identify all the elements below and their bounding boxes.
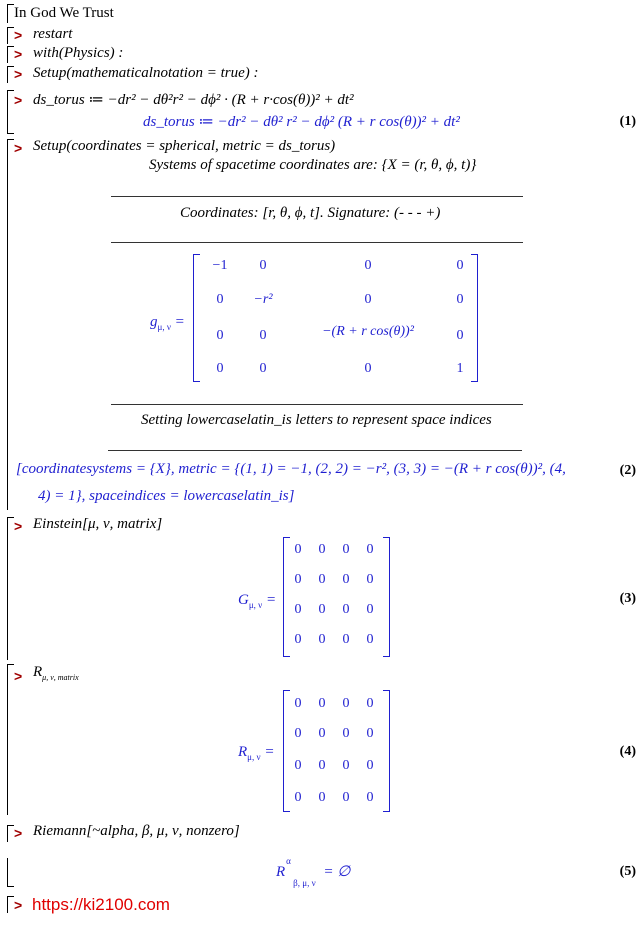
matrix-cell: 0	[294, 602, 302, 617]
title-text: In God We Trust	[14, 5, 114, 21]
input-with-physics[interactable]: with(Physics) :	[33, 45, 124, 61]
matrix-cell: 0	[294, 696, 302, 711]
prompt-icon: >	[14, 140, 23, 156]
equation-label: (3)	[619, 591, 636, 606]
matrix-cell: 0	[318, 790, 326, 805]
matrix-cell: 0	[366, 726, 374, 741]
input-riemann[interactable]: Riemann[~alpha, β, μ, ν, nonzero]	[33, 823, 240, 839]
matrix-cell: 0	[259, 361, 267, 376]
matrix-cell: 0	[318, 758, 326, 773]
divider	[111, 196, 523, 197]
divider	[111, 242, 523, 243]
matrix-cell: 0	[364, 361, 372, 376]
matrix-cell: −(R + r cos(θ))²	[322, 324, 414, 339]
matrix-cell: 0	[342, 696, 350, 711]
matrix-cell: 0	[318, 632, 326, 647]
matrix-cell: 0	[294, 572, 302, 587]
matrix-cell: 0	[294, 790, 302, 805]
matrix-cell: 0	[342, 726, 350, 741]
matrix-cell: 0	[456, 258, 464, 273]
matrix-cell: 0	[342, 632, 350, 647]
input-ricci[interactable]: $R_{\mu, \nu, matrix}$	[33, 664, 79, 682]
exec-group-bracket[interactable]	[7, 664, 14, 815]
matrix-cell: 1	[456, 361, 464, 376]
divider	[108, 450, 522, 451]
matrix-cell: 0	[366, 542, 374, 557]
exec-group-bracket[interactable]	[7, 517, 14, 660]
matrix-cell: 0	[216, 361, 224, 376]
output-setup-list-line2: 4) = 1}, spaceindices = lowercaselatin_is]	[38, 488, 295, 504]
input-setup-coordinates[interactable]: Setup(coordinates = spherical, metric = ds_torus)	[33, 138, 336, 154]
matrix-cell: 0	[318, 726, 326, 741]
prompt-icon: >	[14, 825, 23, 841]
matrix-cell: 0	[318, 602, 326, 617]
equation-label: (5)	[619, 864, 636, 879]
matrix-cell: 0	[259, 258, 267, 273]
matrix-cell: 0	[318, 696, 326, 711]
watermark-link[interactable]: https://ki2100.com	[32, 895, 170, 914]
ricci-label: $R_{\mu, \nu}$ =	[238, 744, 275, 762]
output-coordinates-signature: Coordinates: [r, θ, ϕ, t]. Signature: (- - - +)	[180, 205, 441, 221]
matrix-cell: 0	[342, 602, 350, 617]
matrix-cell: 0	[259, 328, 267, 343]
matrix-cell: 0	[342, 790, 350, 805]
matrix-cell: 0	[366, 572, 374, 587]
matrix-cell: 0	[366, 632, 374, 647]
output-ds-torus: ds_torus ≔ −dr² − dθ² r² − dϕ² (R + r cos(θ))² + dt²	[143, 114, 460, 130]
matrix-cell: 0	[318, 542, 326, 557]
matrix-cell: 0	[294, 758, 302, 773]
matrix-cell: 0	[216, 292, 224, 307]
exec-group-bracket[interactable]	[7, 825, 14, 842]
matrix-cell: 0	[294, 542, 302, 557]
matrix-cell: 0	[366, 602, 374, 617]
input-restart[interactable]: restart	[33, 26, 73, 42]
riemann-output: R α $_{\beta, \mu, \nu}$ = ∅	[276, 856, 351, 888]
prompt-icon: >	[14, 668, 23, 684]
exec-group-bracket[interactable]	[7, 90, 14, 134]
prompt-icon: >	[14, 66, 23, 82]
exec-group-bracket[interactable]	[7, 139, 14, 510]
matrix-cell: 0	[294, 726, 302, 741]
prompt-icon: >	[14, 518, 23, 534]
equation-label: (2)	[619, 463, 636, 478]
input-setup-notation[interactable]: Setup(mathematicalnotation = true) :	[33, 65, 259, 81]
output-setting-indices: Setting lowercaselatin_is letters to represent space indices	[141, 412, 492, 428]
matrix-cell: 0	[342, 758, 350, 773]
matrix-cell: 0	[294, 632, 302, 647]
metric-label: $g_{\mu, \nu}$ =	[150, 314, 185, 332]
input-einstein[interactable]: Einstein[μ, ν, matrix]	[33, 516, 163, 532]
section-bracket	[7, 4, 14, 23]
prompt-icon: >	[14, 92, 23, 108]
exec-group-bracket[interactable]	[7, 896, 14, 913]
prompt-icon: >	[14, 897, 23, 913]
prompt-icon: >	[14, 27, 23, 43]
matrix-cell: 0	[366, 696, 374, 711]
matrix-cell: −r²	[253, 292, 273, 307]
matrix-cell: 0	[364, 258, 372, 273]
input-ds-torus[interactable]: ds_torus ≔ −dr² − dθ²r² − dϕ² · (R + r·cos(θ))² + dt²	[33, 92, 354, 108]
output-setup-list-line1: [coordinatesystems = {X}, metric = {(1, 1) = −1, (2, 2) = −r², (3, 3) = −(R + r cos(θ))², (4,	[16, 461, 566, 477]
equation-label: (1)	[619, 114, 636, 129]
output-bracket	[7, 858, 14, 887]
exec-group-bracket[interactable]	[7, 66, 14, 83]
matrix-cell: 0	[342, 572, 350, 587]
einstein-label: $G_{\mu, \nu}$ =	[238, 592, 277, 610]
matrix-cell: 0	[216, 328, 224, 343]
equation-label: (4)	[619, 744, 636, 759]
matrix-cell: 0	[342, 542, 350, 557]
exec-group-bracket[interactable]	[7, 27, 14, 44]
exec-group-bracket[interactable]	[7, 46, 14, 63]
matrix-cell: 0	[366, 758, 374, 773]
matrix-cell: −1	[212, 258, 228, 273]
matrix-cell: 0	[456, 292, 464, 307]
matrix-cell: 0	[318, 572, 326, 587]
matrix-cell: 0	[366, 790, 374, 805]
divider	[111, 404, 523, 405]
prompt-icon: >	[14, 46, 23, 62]
matrix-cell: 0	[364, 292, 372, 307]
matrix-cell: 0	[456, 328, 464, 343]
output-coord-systems: Systems of spacetime coordinates are: {X = (r, θ, ϕ, t)}	[149, 157, 477, 173]
